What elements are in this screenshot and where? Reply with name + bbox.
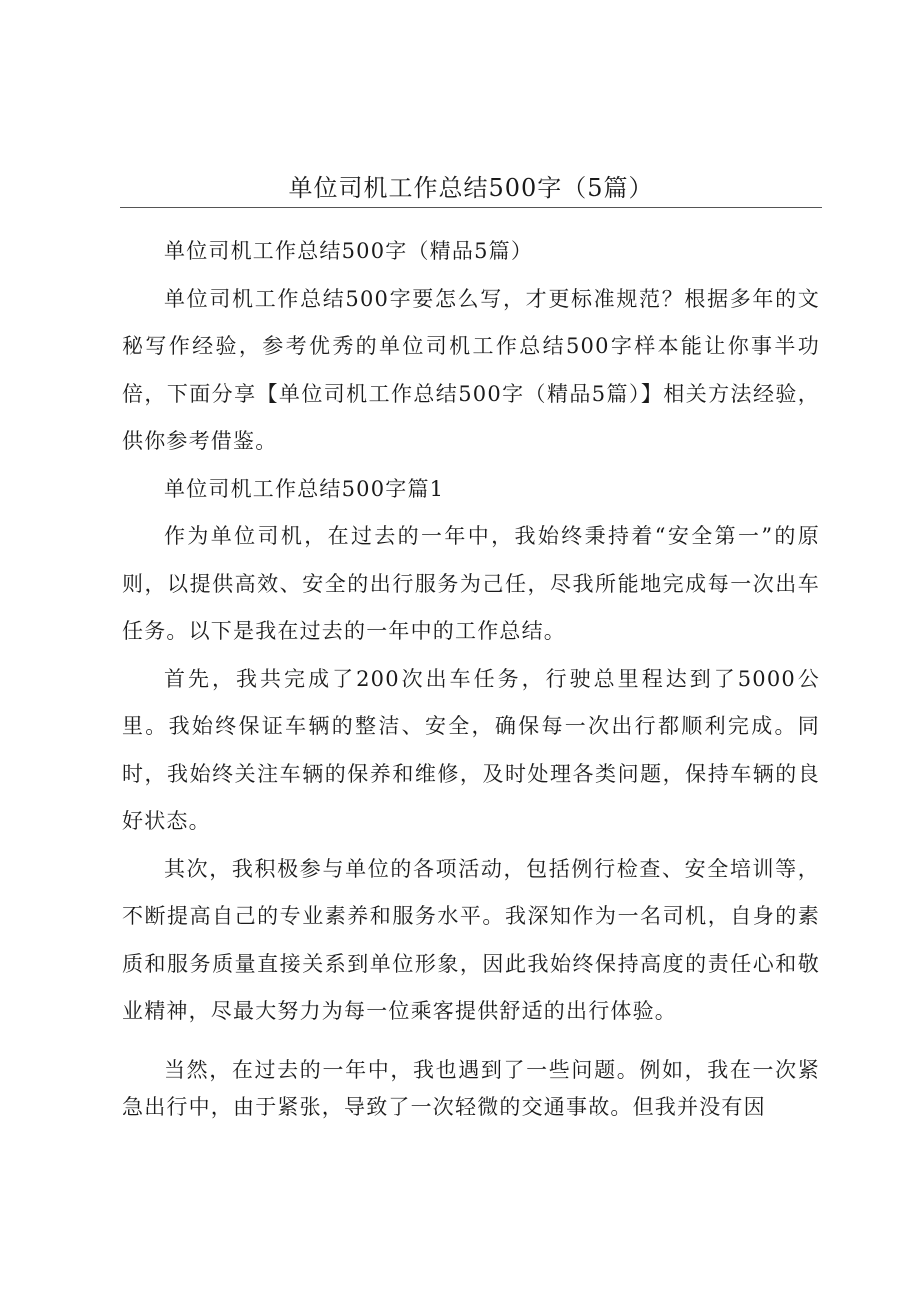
section-heading: 单位司机工作总结500字篇1 <box>164 476 445 501</box>
document-body <box>122 228 820 1126</box>
intro-paragraph: 单位司机工作总结500字要怎么写，才更标准规范？根据多年的文秘写作经验，参考优秀的单位司机工作总结500字样本能让你事半功倍，下面分享【单位司机工作总结500字（精品5篇）】相关方法经验，供你参考借鉴。 <box>122 286 820 453</box>
body-paragraph: 其次，我积极参与单位的各项活动，包括例行检查、安全培训等，不断提高自己的专业素养和服务水平。我深知作为一名司机，自身的素质和服务质量直接关系到单位形象，因此我始终保持高度的责任心和敬业精神，尽最大努力为每一位乘客提供舒适的出行体验。 <box>122 856 820 1023</box>
body-paragraph: 首先，我共完成了200次出车任务，行驶总里程达到了5000公里。我始终保证车辆的整洁、安全，确保每一次出行都顺利完成。同时，我始终关注车辆的保养和维修，及时处理各类问题，保持车辆的良好状态。 <box>122 666 820 833</box>
document-title: 单位司机工作总结500字（5篇） <box>288 174 654 202</box>
title-divider <box>120 207 822 208</box>
subtitle-paragraph: 单位司机工作总结500字（精品5篇） <box>164 239 534 263</box>
body-paragraph: 作为单位司机，在过去的一年中，我始终秉持着“安全第一”的原则，以提供高效、安全的出行服务为己任，尽我所能地完成每一次出车任务。以下是我在过去的一年中的工作总结。 <box>122 524 820 643</box>
body-paragraph: 当然，在过去的一年中，我也遇到了一些问题。例如，我在一次紧急出行中，由于紧张，导致了一次轻微的交通事故。但我并没有因 <box>122 1057 820 1119</box>
